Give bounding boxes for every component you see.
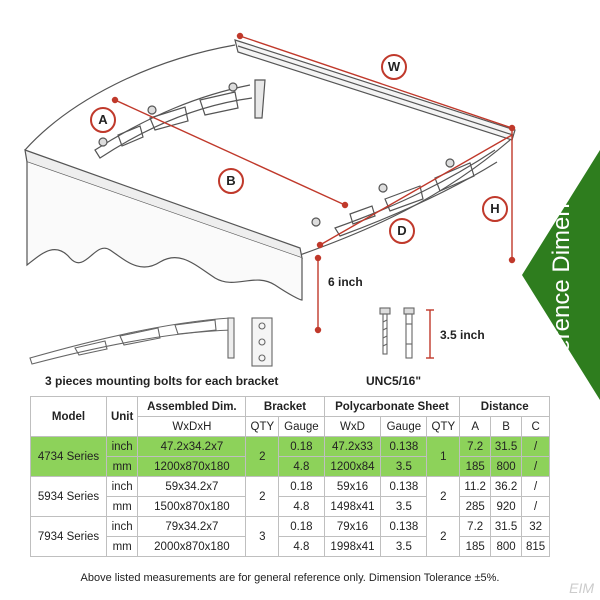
watermark: EIM bbox=[569, 580, 594, 596]
subheader-sheet-qty: QTY bbox=[427, 417, 460, 437]
six-inch-label: 6 inch bbox=[328, 275, 363, 289]
gauge-cell: 4.8 bbox=[279, 497, 324, 517]
model-cell: 5934 Series bbox=[31, 477, 107, 517]
unit-cell: mm bbox=[107, 537, 138, 557]
gauge-cell: 4.8 bbox=[279, 457, 324, 477]
a-cell: 285 bbox=[460, 497, 490, 517]
c-cell: 32 bbox=[522, 517, 550, 537]
unit-cell: mm bbox=[107, 457, 138, 477]
a-cell: 11.2 bbox=[460, 477, 490, 497]
sheet-qty-cell: 1 bbox=[427, 437, 460, 477]
table-row bbox=[31, 457, 550, 477]
bracket-detail bbox=[30, 318, 272, 366]
wxd-cell: 1200x84 bbox=[324, 457, 381, 477]
b-cell: 31.5 bbox=[490, 437, 521, 457]
unit-cell: mm bbox=[107, 497, 138, 517]
header-distance: Distance bbox=[460, 397, 550, 417]
sheet-gauge-cell: 0.138 bbox=[381, 477, 427, 497]
c-cell: 815 bbox=[522, 537, 550, 557]
c-cell: / bbox=[522, 457, 550, 477]
dim-cell: 2000x870x180 bbox=[138, 537, 246, 557]
wxd-cell: 47.2x33 bbox=[324, 437, 381, 457]
a-cell: 7.2 bbox=[460, 437, 490, 457]
gauge-cell: 0.18 bbox=[279, 477, 324, 497]
subheader-a: A bbox=[460, 417, 490, 437]
marker-h: H bbox=[482, 196, 508, 222]
c-cell: / bbox=[522, 437, 550, 457]
header-model: Model bbox=[31, 397, 107, 437]
sheet-gauge-cell: 3.5 bbox=[381, 537, 427, 557]
gauge-cell: 0.18 bbox=[279, 517, 324, 537]
header-unit: Unit bbox=[107, 397, 138, 437]
model-cell: 7934 Series bbox=[31, 517, 107, 557]
curtain bbox=[27, 162, 302, 300]
b-cell: 36.2 bbox=[490, 477, 521, 497]
c-cell: / bbox=[522, 477, 550, 497]
left-bracket-arm bbox=[95, 85, 252, 158]
b-cell: 31.5 bbox=[490, 517, 521, 537]
marker-w: W bbox=[381, 54, 407, 80]
header-sheet: Polycarbonate Sheet bbox=[324, 397, 460, 417]
table-row bbox=[31, 437, 550, 457]
gauge-cell: 4.8 bbox=[279, 537, 324, 557]
subheader-gauge: Gauge bbox=[279, 417, 324, 437]
c-cell: / bbox=[522, 497, 550, 517]
marker-a: A bbox=[90, 107, 116, 133]
sheet-gauge-cell: 3.5 bbox=[381, 497, 427, 517]
marker-b: B bbox=[218, 168, 244, 194]
dim-cell: 79x34.2x7 bbox=[138, 517, 246, 537]
subheader-sheet-gauge: Gauge bbox=[381, 417, 427, 437]
table-row bbox=[31, 497, 550, 517]
subheader-wxd: WxD bbox=[324, 417, 381, 437]
a-cell: 185 bbox=[460, 537, 490, 557]
b-cell: 800 bbox=[490, 537, 521, 557]
unit-cell: inch bbox=[107, 477, 138, 497]
bracket-qty-cell: 2 bbox=[246, 437, 279, 477]
dim-cell: 47.2x34.2x7 bbox=[138, 437, 246, 457]
dim-cell: 59x34.2x7 bbox=[138, 477, 246, 497]
wxd-cell: 1498x41 bbox=[324, 497, 381, 517]
bracket-plate bbox=[252, 318, 272, 366]
gauge-cell: 0.18 bbox=[279, 437, 324, 457]
dimension-lines bbox=[113, 34, 515, 333]
sheet-qty-cell: 2 bbox=[427, 517, 460, 557]
sheet-gauge-cell: 0.138 bbox=[381, 437, 427, 457]
subheader-b: B bbox=[490, 417, 521, 437]
a-cell: 185 bbox=[460, 457, 490, 477]
mounting-bolts bbox=[380, 308, 414, 358]
subheader-qty: QTY bbox=[246, 417, 279, 437]
table-row bbox=[31, 517, 550, 537]
marker-d: D bbox=[389, 218, 415, 244]
left-bracket-plate bbox=[255, 80, 265, 118]
subheader-wxdxh: WxDxH bbox=[138, 417, 246, 437]
wxd-cell: 1998x41 bbox=[324, 537, 381, 557]
header-bracket: Bracket bbox=[246, 397, 324, 417]
wxd-cell: 59x16 bbox=[324, 477, 381, 497]
spec-table bbox=[30, 396, 550, 557]
header-assembled: Assembled Dim. bbox=[138, 397, 246, 417]
table-row bbox=[31, 477, 550, 497]
bolt-spec-label: UNC5/16" bbox=[366, 374, 422, 388]
bracket-detail-arm bbox=[30, 318, 232, 364]
subheader-c: C bbox=[522, 417, 550, 437]
a-cell: 7.2 bbox=[460, 517, 490, 537]
bracket-qty-cell: 3 bbox=[246, 517, 279, 557]
sheet-gauge-cell: 0.138 bbox=[381, 517, 427, 537]
dim-cell: 1500x870x180 bbox=[138, 497, 246, 517]
model-cell: 4734 Series bbox=[31, 437, 107, 477]
bracket-qty-cell: 2 bbox=[246, 477, 279, 517]
unit-cell: inch bbox=[107, 517, 138, 537]
footnote: Above listed measurements are for general reference only. Dimension Tolerance ±5%. bbox=[80, 572, 500, 584]
bolt-length-label: 3.5 inch bbox=[440, 328, 485, 342]
sheet-qty-cell: 2 bbox=[427, 477, 460, 517]
b-cell: 920 bbox=[490, 497, 521, 517]
dim-cell: 1200x870x180 bbox=[138, 457, 246, 477]
banner-title: Reference Dimensions bbox=[548, 147, 575, 390]
sheet-gauge-cell: 3.5 bbox=[381, 457, 427, 477]
unit-cell: inch bbox=[107, 437, 138, 457]
b-cell: 800 bbox=[490, 457, 521, 477]
bolts-note: 3 pieces mounting bolts for each bracket bbox=[45, 374, 279, 388]
table-row bbox=[31, 537, 550, 557]
wxd-cell: 79x16 bbox=[324, 517, 381, 537]
bolt-length-line bbox=[426, 310, 434, 358]
